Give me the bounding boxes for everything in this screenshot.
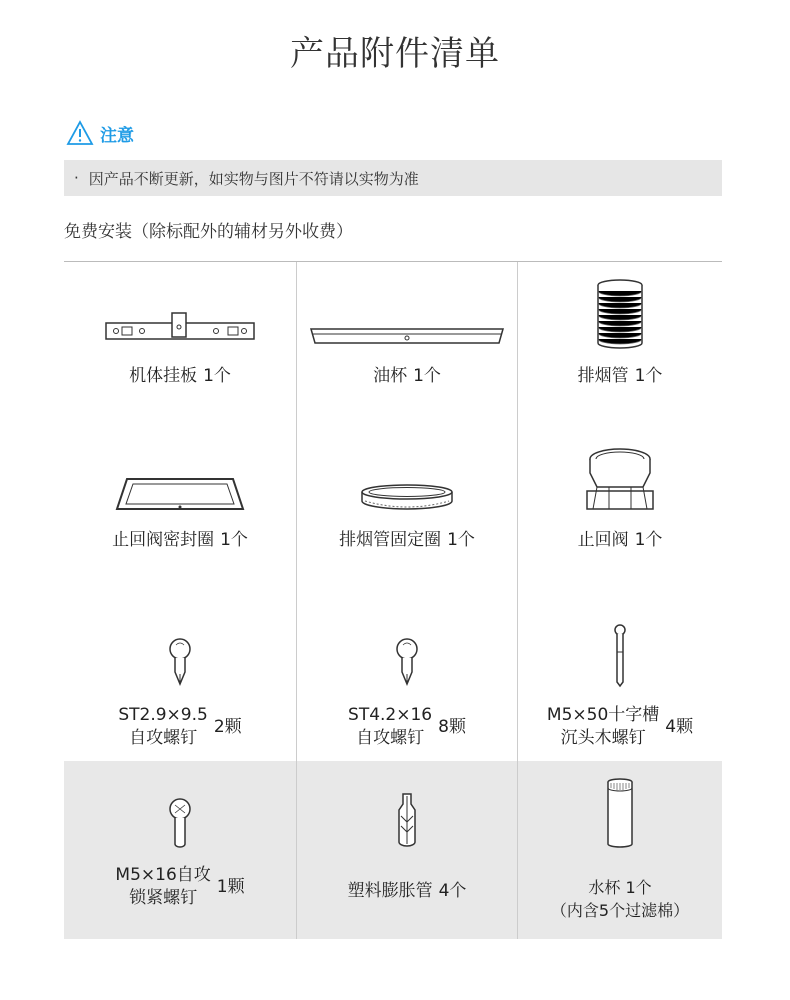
item-qty: 1个 (634, 530, 663, 550)
exhaust-pipe-icon (595, 279, 645, 349)
accessory-item (297, 761, 518, 939)
item-name: 塑料膨胀管 (347, 881, 433, 901)
item-qty: 1个 (413, 366, 441, 386)
section-subtitle: 免费安装（除标配外的辅材另外收费） (64, 222, 353, 242)
item-qty: 4个 (438, 881, 467, 901)
page-title: 产品附件清单 (290, 34, 500, 74)
item-qty: 4颗 (665, 716, 694, 737)
screw-icon (393, 638, 421, 688)
accessory-item (64, 262, 297, 431)
item-name: 油杯 (373, 366, 408, 386)
item-qty: 1个 (203, 366, 231, 386)
item-name: ST2.9×9.5 (118, 705, 208, 725)
notice-text: 因产品不断更新，如实物与图片不符请以实物为准 (88, 169, 419, 188)
oil-cup-icon (309, 325, 505, 349)
notice-heading (66, 120, 134, 146)
notice-box: · 因产品不断更新，如实物与图片不符请以实物为准 (64, 160, 722, 196)
item-name: 机体挂板 (129, 366, 198, 386)
warning-triangle-icon (66, 120, 94, 146)
machine-screw-icon (165, 798, 195, 848)
item-name: ST4.2×16 (348, 705, 433, 725)
wall-anchor-icon (395, 792, 419, 848)
accessory-item (297, 431, 518, 601)
wood-screw-icon (610, 624, 630, 688)
accessory-item (64, 601, 297, 761)
item-name-line2: 自攻螺钉 (356, 728, 425, 748)
accessory-item (297, 262, 518, 431)
item-name: 排烟管固定圈 (339, 530, 442, 550)
mounting-plate-icon (104, 309, 256, 349)
accessory-item (518, 761, 722, 939)
item-name: 排烟管 (577, 366, 629, 386)
accessory-item (518, 431, 722, 601)
accessory-item (518, 262, 722, 431)
item-name-line2: 锁紧螺钉 (129, 888, 198, 908)
item-qty: 1个 (634, 366, 663, 386)
item-name-line2: 沉头木螺钉 (560, 728, 646, 748)
item-name: 止回阀 (577, 530, 629, 550)
accessory-item (64, 431, 297, 601)
accessory-item (518, 601, 722, 761)
item-name-line2: （内含5个过滤棉） (550, 901, 690, 920)
item-name-line2: 自攻螺钉 (129, 728, 198, 748)
item-qty: 1个 (447, 530, 475, 550)
item-name: M5×16自攻 (115, 865, 211, 885)
accessory-item (297, 601, 518, 761)
item-qty: 2颗 (213, 716, 242, 737)
item-qty: 1颗 (216, 876, 245, 897)
check-valve-icon (585, 447, 655, 513)
notice-heading-text: 注意 (100, 125, 134, 146)
item-qty: 1个 (220, 530, 248, 550)
item-name: 水杯 1个 (588, 878, 652, 897)
accessory-grid (64, 261, 722, 939)
water-cup-icon (605, 778, 635, 848)
item-name: 止回阀密封圈 (112, 530, 215, 550)
check-valve-seal-icon (115, 477, 245, 513)
screw-icon (166, 638, 194, 688)
item-qty: 8颗 (438, 716, 466, 737)
pipe-ring-icon (359, 483, 455, 513)
accessory-item (64, 761, 297, 939)
item-name: M5×50十字槽 (546, 705, 660, 725)
